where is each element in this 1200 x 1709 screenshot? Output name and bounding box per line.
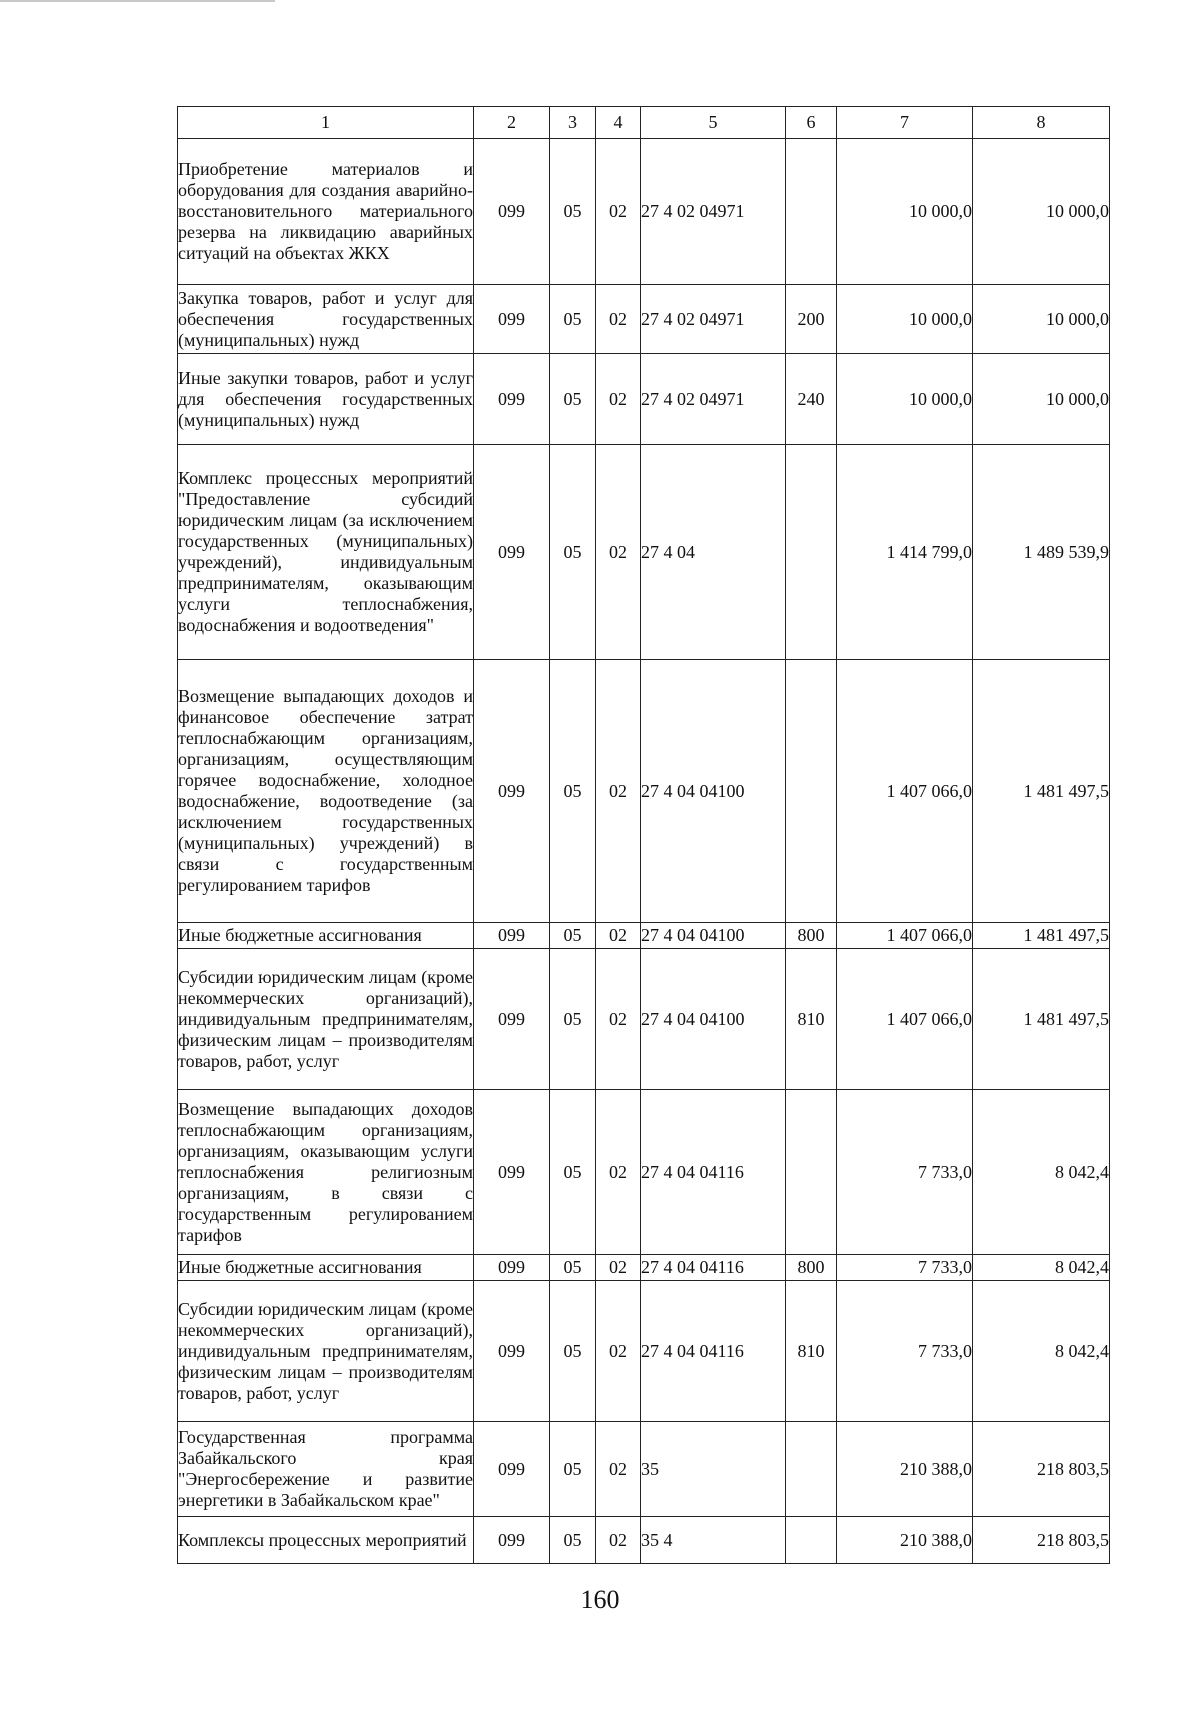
admin-code: 099 <box>474 354 550 445</box>
admin-code: 099 <box>474 1517 550 1564</box>
admin-code: 099 <box>474 139 550 285</box>
item-name: Комплексы процессных мероприятий <box>178 1517 474 1564</box>
amount-col7: 1 407 066,0 <box>837 660 973 923</box>
amount-col7: 210 388,0 <box>837 1517 973 1564</box>
subsection-code: 02 <box>596 1281 641 1422</box>
expense-type <box>786 660 837 923</box>
target-code: 35 <box>641 1422 786 1517</box>
target-code: 27 4 04 04116 <box>641 1255 786 1281</box>
subsection-code: 02 <box>596 139 641 285</box>
subsection-code: 02 <box>596 1090 641 1255</box>
admin-code: 099 <box>474 660 550 923</box>
section-code: 05 <box>550 1090 596 1255</box>
item-name: Возмещение выпадающих доходов теплоснабжающим организациям, организациям, оказывающим услуги теплоснабжения религиозным организациям, в связи с государственным регулированием тарифов <box>178 1090 474 1255</box>
expense-type <box>786 1517 837 1564</box>
expense-type: 800 <box>786 1255 837 1281</box>
table-row <box>178 923 1110 949</box>
amount-col8: 8 042,4 <box>973 1090 1110 1255</box>
column-header: 2 <box>474 107 550 139</box>
target-code: 27 4 04 04100 <box>641 660 786 923</box>
table-row <box>178 1517 1110 1564</box>
section-code: 05 <box>550 285 596 354</box>
table-row <box>178 445 1110 660</box>
column-header: 8 <box>973 107 1110 139</box>
column-header: 6 <box>786 107 837 139</box>
section-code: 05 <box>550 660 596 923</box>
admin-code: 099 <box>474 285 550 354</box>
section-code: 05 <box>550 1422 596 1517</box>
item-name: Субсидии юридическим лицам (кроме некоммерческих организаций), индивидуальным предпринимателям, физическим лицам – производителям товаров, работ, услуг <box>178 949 474 1090</box>
item-name: Иные закупки товаров, работ и услуг для обеспечения государственных (муниципальных) нужд <box>178 354 474 445</box>
column-header: 4 <box>596 107 641 139</box>
column-header: 1 <box>178 107 474 139</box>
budget-table <box>177 106 1110 1564</box>
amount-col8: 10 000,0 <box>973 139 1110 285</box>
target-code: 27 4 04 <box>641 445 786 660</box>
target-code: 27 4 02 04971 <box>641 354 786 445</box>
admin-code: 099 <box>474 923 550 949</box>
target-code: 27 4 04 04116 <box>641 1090 786 1255</box>
section-code: 05 <box>550 1517 596 1564</box>
amount-col8: 10 000,0 <box>973 354 1110 445</box>
expense-type <box>786 139 837 285</box>
expense-type <box>786 1422 837 1517</box>
page-number: 160 <box>580 1585 620 1614</box>
section-code: 05 <box>550 139 596 285</box>
subsection-code: 02 <box>596 354 641 445</box>
table-row <box>178 1422 1110 1517</box>
column-header: 3 <box>550 107 596 139</box>
table-row <box>178 1281 1110 1422</box>
table-row <box>178 354 1110 445</box>
admin-code: 099 <box>474 445 550 660</box>
amount-col8: 1 481 497,5 <box>973 949 1110 1090</box>
section-code: 05 <box>550 445 596 660</box>
subsection-code: 02 <box>596 1517 641 1564</box>
header-row <box>178 107 1110 139</box>
table-row <box>178 1090 1110 1255</box>
item-name: Субсидии юридическим лицам (кроме некоммерческих организаций), индивидуальным предпринимателям, физическим лицам – производителям товаров, работ, услуг <box>178 1281 474 1422</box>
amount-col8: 218 803,5 <box>973 1517 1110 1564</box>
admin-code: 099 <box>474 1255 550 1281</box>
section-code: 05 <box>550 1281 596 1422</box>
item-name: Комплекс процессных мероприятий "Предоставление субсидий юридическим лицам (за исключением государственных (муниципальных) учреждений), индивидуальным предпринимателям, оказывающим услуги теплоснабжения, водоснабжения и водоотведения" <box>178 445 474 660</box>
expense-type <box>786 1090 837 1255</box>
item-name: Приобретение материалов и оборудования для создания аварийно-восстановительного материального резерва на ликвидацию аварийных ситуаций на объектах ЖКХ <box>178 139 474 285</box>
amount-col7: 7 733,0 <box>837 1255 973 1281</box>
amount-col8: 1 489 539,9 <box>973 445 1110 660</box>
expense-type <box>786 445 837 660</box>
admin-code: 099 <box>474 1090 550 1255</box>
amount-col8: 8 042,4 <box>973 1255 1110 1281</box>
target-code: 27 4 04 04100 <box>641 923 786 949</box>
item-name: Иные бюджетные ассигнования <box>178 1255 474 1281</box>
subsection-code: 02 <box>596 445 641 660</box>
table-row <box>178 949 1110 1090</box>
expense-type: 810 <box>786 1281 837 1422</box>
admin-code: 099 <box>474 949 550 1090</box>
subsection-code: 02 <box>596 923 641 949</box>
amount-col8: 1 481 497,5 <box>973 923 1110 949</box>
amount-col8: 8 042,4 <box>973 1281 1110 1422</box>
amount-col7: 7 733,0 <box>837 1090 973 1255</box>
amount-col7: 1 407 066,0 <box>837 949 973 1090</box>
subsection-code: 02 <box>596 949 641 1090</box>
table-row <box>178 285 1110 354</box>
section-code: 05 <box>550 1255 596 1281</box>
item-name: Возмещение выпадающих доходов и финансовое обеспечение затрат теплоснабжающим организациям, организациям, осуществляющим горячее водоснабжение, холодное водоснабжение, водоотведение (за исключением государственных (муниципальных) учреждений) в связи с государственным регулированием тарифов <box>178 660 474 923</box>
target-code: 27 4 02 04971 <box>641 139 786 285</box>
expense-type: 240 <box>786 354 837 445</box>
amount-col7: 10 000,0 <box>837 139 973 285</box>
amount-col8: 218 803,5 <box>973 1422 1110 1517</box>
expense-type: 800 <box>786 923 837 949</box>
column-header: 7 <box>837 107 973 139</box>
item-name: Закупка товаров, работ и услуг для обеспечения государственных (муниципальных) нужд <box>178 285 474 354</box>
subsection-code: 02 <box>596 1255 641 1281</box>
table-row <box>178 139 1110 285</box>
column-header: 5 <box>641 107 786 139</box>
table-row <box>178 660 1110 923</box>
amount-col7: 1 414 799,0 <box>837 445 973 660</box>
amount-col7: 7 733,0 <box>837 1281 973 1422</box>
amount-col7: 10 000,0 <box>837 354 973 445</box>
subsection-code: 02 <box>596 660 641 923</box>
subsection-code: 02 <box>596 1422 641 1517</box>
target-code: 27 4 04 04100 <box>641 949 786 1090</box>
item-name: Иные бюджетные ассигнования <box>178 923 474 949</box>
target-code: 27 4 04 04116 <box>641 1281 786 1422</box>
expense-type: 200 <box>786 285 837 354</box>
admin-code: 099 <box>474 1281 550 1422</box>
target-code: 35 4 <box>641 1517 786 1564</box>
amount-col7: 10 000,0 <box>837 285 973 354</box>
admin-code: 099 <box>474 1422 550 1517</box>
amount-col8: 10 000,0 <box>973 285 1110 354</box>
table-row <box>178 1255 1110 1281</box>
target-code: 27 4 02 04971 <box>641 285 786 354</box>
expense-type: 810 <box>786 949 837 1090</box>
section-code: 05 <box>550 949 596 1090</box>
top-rule <box>0 0 275 2</box>
amount-col7: 1 407 066,0 <box>837 923 973 949</box>
subsection-code: 02 <box>596 285 641 354</box>
section-code: 05 <box>550 354 596 445</box>
item-name: Государственная программа Забайкальского края "Энергосбережение и развитие энергетики в Забайкальском крае" <box>178 1422 474 1517</box>
amount-col8: 1 481 497,5 <box>973 660 1110 923</box>
amount-col7: 210 388,0 <box>837 1422 973 1517</box>
section-code: 05 <box>550 923 596 949</box>
